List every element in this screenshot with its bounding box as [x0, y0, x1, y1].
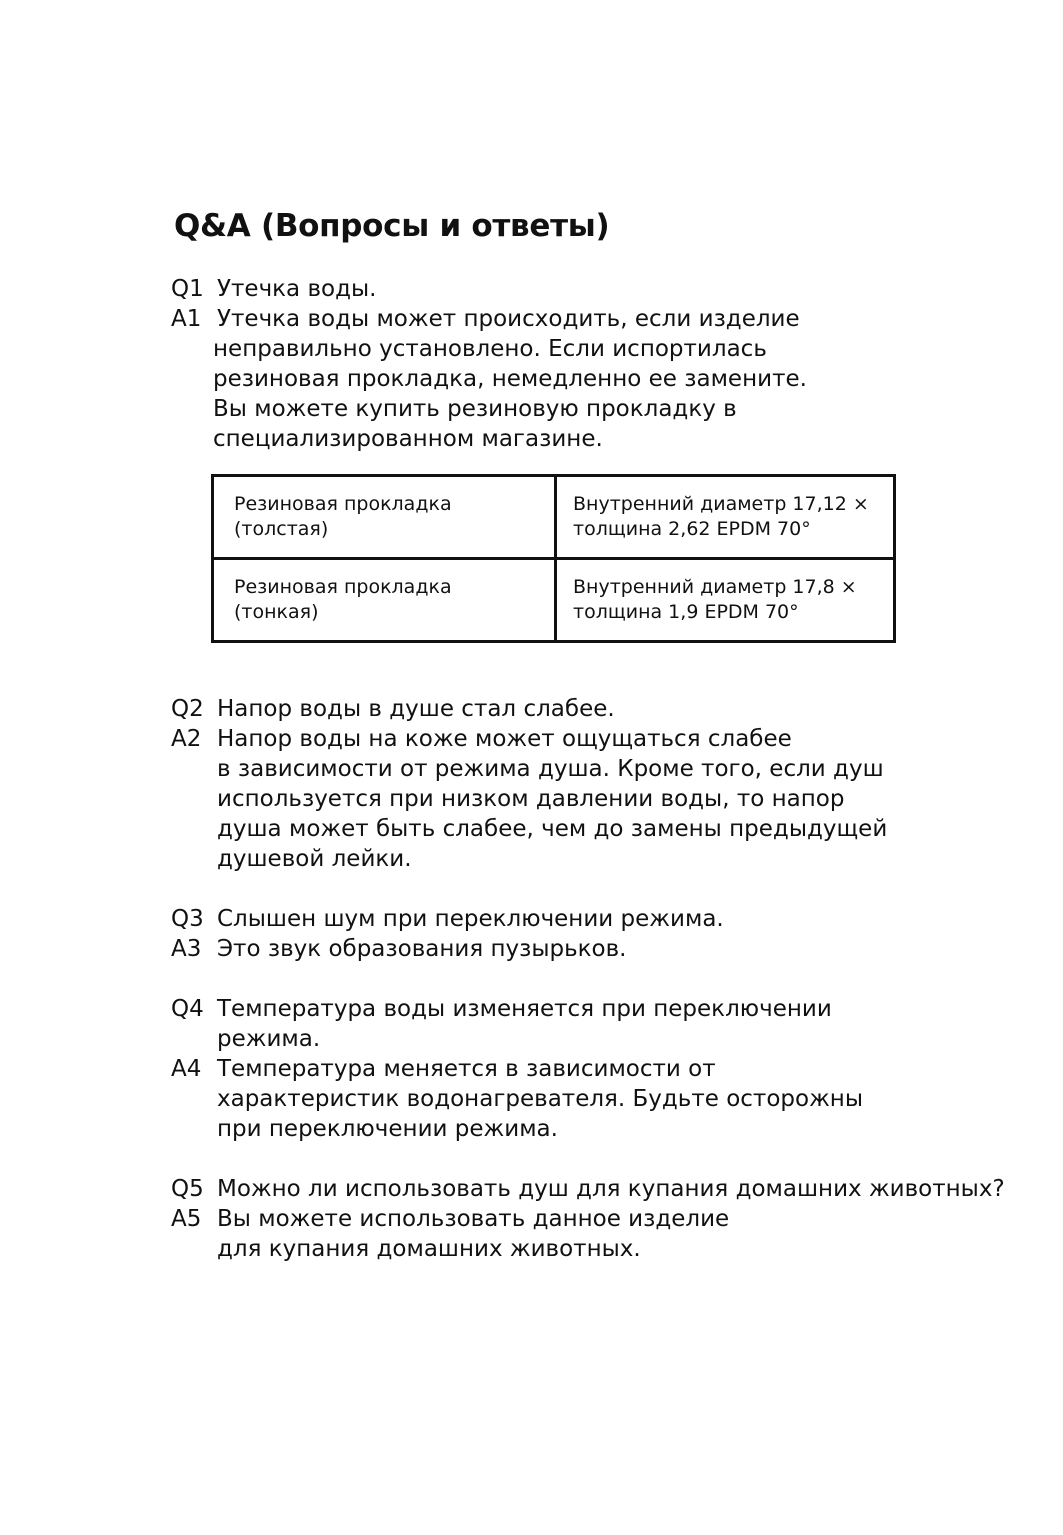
answer-2	[171, 724, 887, 754]
qa-block-5	[171, 1174, 1005, 1264]
gasket-spec-line: Внутренний диаметр 17,8 ×	[573, 576, 857, 598]
qa-block-2	[171, 694, 887, 874]
table-row	[213, 476, 895, 559]
gasket-name-line: (тонкая)	[234, 601, 319, 623]
answer-2-tag: A2	[171, 726, 202, 752]
answer-4	[171, 1054, 863, 1084]
gasket-spec-cell	[556, 476, 895, 559]
answer-2-line-1: Напор воды на коже может ощущаться слабее	[217, 726, 792, 752]
question-4	[171, 994, 863, 1024]
answer-2-line-2: в зависимости от режима душа. Кроме того, если душ	[217, 756, 884, 782]
gasket-spec-line: толщина 1,9 EPDM 70°	[573, 601, 799, 623]
answer-3-tag: A3	[171, 936, 202, 962]
gasket-name-cell	[213, 559, 556, 642]
question-2-text: Напор воды в душе стал слабее.	[217, 696, 615, 722]
question-1	[171, 274, 807, 304]
table-row	[213, 559, 895, 642]
question-2	[171, 694, 887, 724]
answer-1-tag: A1	[171, 306, 202, 332]
question-5-text: Можно ли использовать душ для купания домашних животных?	[217, 1176, 1005, 1202]
qa-block-3	[171, 904, 724, 964]
answer-4-line-3: при переключении режима.	[217, 1116, 558, 1142]
answer-3	[171, 934, 724, 964]
question-3	[171, 904, 724, 934]
question-1-tag: Q1	[171, 276, 204, 302]
question-4-tag: Q4	[171, 996, 204, 1022]
answer-2-line-5: душевой лейки.	[217, 846, 412, 872]
question-3-tag: Q3	[171, 906, 204, 932]
gasket-spec-line: Внутренний диаметр 17,12 ×	[573, 493, 869, 515]
answer-4-tag: A4	[171, 1056, 202, 1082]
answer-1-line-2: неправильно установлено. Если испортилась	[213, 336, 767, 362]
answer-1-line-4: Вы можете купить резиновую прокладку в	[213, 396, 737, 422]
answer-5-tag: A5	[171, 1206, 202, 1232]
question-4-text: Температура воды изменяется при переключении	[217, 996, 832, 1022]
gasket-name-line: Резиновая прокладка	[234, 493, 452, 515]
gasket-name-line: (толстая)	[234, 518, 329, 540]
answer-1-line-5: специализированном магазине.	[213, 426, 603, 452]
answer-1-line-1: Утечка воды может происходить, если изделие	[217, 306, 800, 332]
qa-block-4	[171, 994, 863, 1144]
question-4-line-2: режима.	[217, 1026, 321, 1052]
question-1-text: Утечка воды.	[217, 276, 377, 302]
qa-block-1	[171, 274, 807, 454]
answer-2-line-4: душа может быть слабее, чем до замены предыдущей	[217, 816, 888, 842]
gasket-table	[211, 474, 896, 643]
answer-2-line-3: используется при низком давлении воды, то напор	[217, 786, 845, 812]
answer-1-line-3: резиновая прокладка, немедленно ее замените.	[213, 366, 807, 392]
question-5-tag: Q5	[171, 1176, 204, 1202]
answer-4-line-2: характеристик водонагревателя. Будьте осторожны	[217, 1086, 863, 1112]
question-3-text: Слышен шум при переключении режима.	[217, 906, 724, 932]
answer-5-line-2: для купания домашних животных.	[217, 1236, 641, 1262]
question-2-tag: Q2	[171, 696, 204, 722]
gasket-name-cell	[213, 476, 556, 559]
answer-5-line-1: Вы можете использовать данное изделие	[217, 1206, 730, 1232]
answer-1	[171, 304, 807, 334]
gasket-name-line: Резиновая прокладка	[234, 576, 452, 598]
gasket-spec-line: толщина 2,62 EPDM 70°	[573, 518, 811, 540]
answer-5	[171, 1204, 1005, 1234]
answer-3-line-1: Это звук образования пузырьков.	[217, 936, 627, 962]
page-title: Q&A (Вопросы и ответы)	[174, 208, 610, 244]
question-5	[171, 1174, 1005, 1204]
gasket-spec-cell	[556, 559, 895, 642]
answer-4-line-1: Температура меняется в зависимости от	[217, 1056, 716, 1082]
